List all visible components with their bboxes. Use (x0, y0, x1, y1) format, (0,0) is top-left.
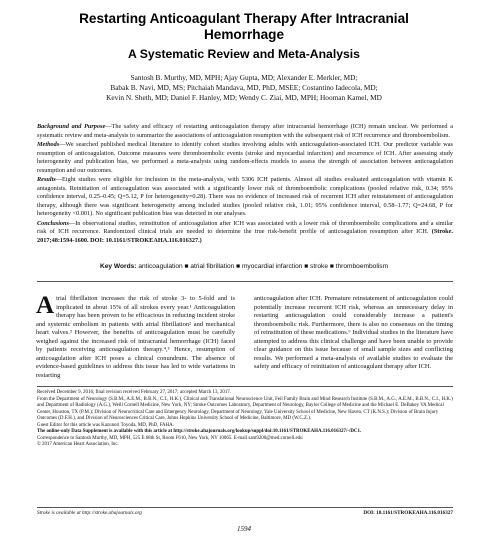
footnotes (37, 390, 453, 449)
received-note: Received December 9, 2016; final revision received February 27, 2017; accepted March 13, 2017. (37, 390, 232, 395)
author-list (30, 73, 458, 103)
supplement-note: The online-only Data Supplement is available with this article at http://stroke.ahajournals.org/lookup/suppl/doi:10.1161/STROKEAHA.116.016327/-/DC1. (37, 429, 362, 435)
article-subtitle: A Systematic Review and Meta-Analysis (128, 47, 360, 61)
abstract (37, 123, 453, 246)
author-line-1: Santosh B. Murthy, MD, MPH; Ajay Gupta, MD; Alexander E. Merkler, MD; (130, 73, 358, 82)
author-line-3: Kevin N. Sheth, MD; Daniel F. Hanley, MD; Wendy C. Ziai, MD, MPH; Hooman Kamel, MD (106, 93, 382, 103)
guest-editor-note: Guest Editor for this article was Kazunori Toyoda, MD, PhD, FAHA. (37, 422, 174, 428)
divider-bottom (37, 507, 453, 508)
divider-footnotes (37, 386, 453, 387)
body-left-text: trial fibrillation increases the risk of stroke 3- to 5-fold and is implicated in about 15% of all strokes every year.¹ Anticoagulation therapy has been proven to be efficacious in reducing incident stroke and systemic embolism in patients with atrial fibrillation² and mechanical heart valves.³ However, the benefits of anticoagulation must be carefully weighed against the increased risk of intracranial hemorrhage (ICH) faced by patients receiving anticoagulation therapy.⁴,⁵ Hence, resumption of anticoagulation after ICH poses a clinical conundrum. The absence of evidence-based guidelines to address this issue has led to wide variations in restarting (36, 295, 235, 379)
conclusions-label: Conclusions (37, 219, 69, 227)
divider-top (37, 281, 453, 282)
background-text: —The safety and efficacy of restarting anticoagulation therapy after intracranial hemorrhage (ICH) remain unclear. We performed a systematic review and meta-analysis to summarize the associations of anticoagulation resumption with the subsequent risk of ICH recurrence and thromboembolism. (37, 123, 453, 139)
journal-doi: DOI: 10.1161/STROKEAHA.116.016327 (363, 510, 453, 516)
keywords (0, 262, 488, 271)
copyright-note: © 2017 American Heart Association, Inc. (37, 442, 119, 448)
title-line-2: Hemorrhage (203, 27, 285, 42)
affiliations-note: From the Department of Neurology (S.B.M., A.E.M., B.B.N., C.I., H.K.), Clinical and Translational Neuroscience Unit, Feil Family Brain and Mind Research Institute (S.B.M., A.G., A.E.M., B.B.N., C.I., H.K.) and Department of Radiology (A.G.), Weill Cornell Medicine, New York, NY; Stroke Outcomes Laboratory, Department of Neurology, Baylor College of Medicine and the Michael E. DeBakey VA Medical Center, Houston, TX (P.M.); Division of Neurocritical Care and Emergency Neurology, Department of Neurology, Yale University School of Medicine, New Haven, CT (K.N.S.); Division of Brain Injury Outcomes (D.F.H.), and Division of Neurosciences Critical Care, Johns Hopkins University School of Medicine, Baltimore, MD (W.C.Z.). (37, 396, 453, 422)
page-number: 1594 (237, 525, 251, 533)
conclusions-text: —In observational studies, reinstitution of anticoagulation after ICH was associated with a lower risk of thromboembolic complications and a similar risk of ICH recurrence. Randomized clinical trials are needed to determine the true risk-benefit profile of anticoagulation resumption after ICH. (37, 219, 453, 235)
drop-cap: A (36, 292, 55, 319)
title-line-1: Restarting Anticoagulant Therapy After Intracranial (79, 11, 409, 26)
correspondence-note: Correspondence to Santosh Murthy, MD, MPH, 525 E 68th St, Room F610, New York, NY 10065. E-mail sam9200@med.cornell.edu (37, 435, 303, 441)
abstract-conclusions (37, 220, 453, 246)
methods-label: Methods (37, 141, 60, 148)
methods-text: —We searched published medical literature to identify cohort studies involving adults with anticoagulation-associated ICH. Our predictor variable was resumption of anticoagulation. Outcome measures were thromboembolic events (stroke and myocardial infarction) and recurrence of ICH. After assessing study heterogeneity and publication bias, we performed a meta-analysis using random-effects models to assess the strength of association between anticoagulation resumption and our outcomes. (37, 141, 453, 174)
body-column-left (36, 292, 235, 380)
results-label: Results (37, 176, 56, 183)
journal-availability: Stroke is available at http://stroke.ahajournals.org (37, 510, 142, 516)
abstract-background (37, 123, 453, 140)
keywords-label: Key Words: (99, 263, 137, 270)
abstract-results (37, 176, 453, 219)
author-line-2: Babak B. Navi, MD, MS; Pitchaiah Mandava, MD, PhD, MSEE; Costantino Iadecola, MD; (110, 83, 378, 93)
keywords-text: anticoagulation ■ atrial fibrillation ■ myocardial infarction ■ stroke ■ thromboembolism (138, 263, 389, 270)
background-label: Background and Purpose (37, 123, 106, 130)
citation: (Stroke. 2017;48:1594-1600. DOI: 10.1161/STROKEAHA.116.016327.) (37, 228, 453, 244)
abstract-methods (37, 141, 453, 175)
article-title (0, 11, 488, 43)
results-text: —Eight studies were eligible for inclusion in the meta-analysis, with 5306 ICH patients. Almost all studies evaluated anticoagulation with vitamin K antagonists. Reinitiation of anticoagulation was associated with a significantly lower risk of thromboembolic complications (pooled relative risk, 0.34; 95% confidence interval, 0.25–0.45; Q=5.12, P for heterogeneity=0.28). There was no evidence of increased risk of recurrent ICH after reinstatement of anticoagulation therapy, although there was significant heterogeneity among included studies (pooled relative risk, 1.01; 95% confidence interval, 0.58–1.77; Q=24.68, P for heterogeneity <0.001). No significant publication bias was detected in our analyses. (37, 176, 453, 217)
body-column-right: anticoagulation after ICH. Premature reinstatement of anticoagulation could potentially increase recurrent ICH risk, whereas an unnecessary delay in restarting anticoagulation could considerably increase a patient's thromboembolic risk. Furthermore, there is also no consensus on the timing of reinstitution of these medications.⁶ Individual studies in the literature have attempted to address this clinical challenge and have been unable to provide clear guidance on this issue because of small sample sizes and conflicting results. We performed a meta-analysis of available studies to evaluate the safety and efficacy of reinitiation of anticoagulant therapy after ICH. (254, 295, 453, 371)
